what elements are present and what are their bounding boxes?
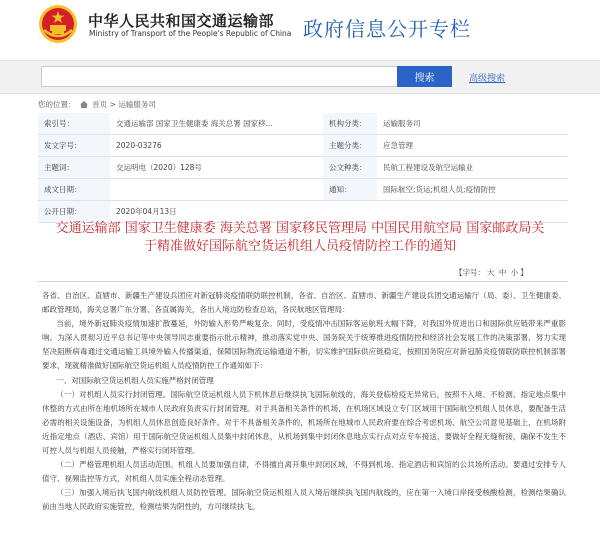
font-size-label: 【字号： xyxy=(455,268,485,277)
meta-label: 公开日期： xyxy=(38,201,110,223)
font-size-large-button[interactable]: 大 xyxy=(487,268,495,277)
title-line: 于精准做好国际航空货运机组人员疫情防控工作的通知 xyxy=(143,239,456,254)
meta-value: 交通运输部 国家卫生健康委 海关总署 国家移... xyxy=(110,113,323,135)
table-row xyxy=(38,135,568,157)
search-button[interactable]: 搜索 xyxy=(397,66,452,87)
meta-label: 发文字号： xyxy=(38,135,110,157)
meta-label: 索引号： xyxy=(38,113,110,135)
home-icon xyxy=(80,101,88,108)
meta-value: 运输服务司 xyxy=(377,113,568,135)
body-paragraph: （三）加强入境后执飞国内航线机组人员防控管理。国际航空货运机组人员入境后继续执飞国内航线的，应在第一入境口岸接受核酸检测，检测结果确认前由当地人民政府实施管控，检测结果为阴性的，方可继续执飞。 xyxy=(42,488,566,512)
search-bar xyxy=(0,60,600,94)
breadcrumb-prefix: 您的位置： xyxy=(38,100,76,109)
meta-value: 2020-03276 xyxy=(110,135,323,157)
font-size-medium-button[interactable]: 中 xyxy=(498,268,507,277)
meta-label: 成文日期： xyxy=(38,179,110,201)
ministry-name-cn: 中华人民共和国交通运输部 xyxy=(88,12,275,30)
document-meta-table xyxy=(38,113,568,223)
meta-label: 机构分类： xyxy=(323,113,377,135)
body-paragraph: （二）严格管理机组人员活动范围。机组人员要加强自律，不得擅自离开集中封闭区域，不得到机场、指定酒店和宾馆的公共场所活动。要通过安排专人值守、视频监控等方式，对机组人员实施全程动态管理。 xyxy=(42,460,566,484)
meta-label: 公文种类： xyxy=(323,157,377,179)
meta-value: 交运明电（2020）128号 xyxy=(110,157,323,179)
site-header xyxy=(0,0,600,60)
meta-label: 主题分类： xyxy=(323,135,377,157)
meta-value: 应急管理 xyxy=(377,135,568,157)
meta-value: 民航工程建设及航空运输业 xyxy=(377,157,568,179)
document-body xyxy=(42,289,566,515)
body-paragraph: 当前，境外新冠肺炎疫情加速扩散蔓延，外防输入形势严峻复杂。同时，受疫情冲击国际客运航班大幅下降，对我国外贸进出口和国际供应链带来严重影响。为深入贯彻习近平总书记等中央领导同志重要指示批示精神，推动落实党中央、国务院关于统筹推进疫情防控和经济社会发展工作的决策部署，努力实现坚决阻断病毒通过交通运输工具境外输入传播渠道，保障国际物流运输通道不断，切实维护国际供应链稳定，按照国务院应对新冠肺炎疫情联防联控机制部署要求，现就精准做好国际航空货运机组人员疫情防控工作通知如下： xyxy=(42,319,566,371)
meta-value xyxy=(110,179,323,201)
breadcrumb-home[interactable]: 首页 xyxy=(92,100,108,109)
body-paragraph: 各省、自治区、直辖市、新疆生产建设兵团应对新冠肺炎疫情联防联控机制，各省、自治区、直辖市、新疆生产建设兵团交通运输厅（局、委）、卫生健康委、邮政管理局，海关总署广东分署、各直属海关，各出入境边防检查总站，各民航地区管理局： xyxy=(42,291,566,315)
meta-label: 主题词： xyxy=(38,157,110,179)
meta-label: 通知： xyxy=(323,179,377,201)
meta-value: 国际航空;货运;机组人员;疫情防控 xyxy=(377,179,568,201)
font-size-end: 】 xyxy=(520,268,528,277)
body-paragraph: 一、对国际航空货运机组人员实施严格封闭管理 xyxy=(56,375,214,385)
advanced-search-link[interactable]: 高级搜索 xyxy=(469,74,506,84)
table-row xyxy=(38,179,568,201)
font-size-control xyxy=(454,267,529,278)
body-paragraph: （一）对机组人员实行封闭管理。国际航空货运机组人员下机休息后继续执飞国际航线的，海关登临检疫无异常后，按照不入境、不检测、指定地点集中休整的方式由所在地机场所在城市人民政府负责实行封闭管理。对于具备相关条件的机场，在机场区域设立专门区域用于国际航空机组人员休息，要配备生活必需的相关设施设备，为机组人员休息创造良好条件。对于不具备相关条件的，机场所在地城市人民政府要在综合考虑机场、航空公司意见基础上，在机场附近指定地点（酒店、宾馆）用于国际航空货运机组人员集中封闭休息，从机场到集中封闭休息地点实行点对点专车接送，要做好全程无缝衔接，确保不发生不可控人员与机组人员接触，严格实行闭环管理。 xyxy=(42,389,566,456)
ministry-name-en: Ministry of Transport of the People's Republic of China xyxy=(89,29,292,38)
breadcrumb-separator: > xyxy=(109,100,116,109)
breadcrumb-current[interactable]: 运输服务司 xyxy=(118,100,156,109)
national-emblem-icon xyxy=(38,4,78,44)
title-line: 交通运输部 国家卫生健康委 海关总署 国家移民管理局 中国民用航空局 国家邮政局关 xyxy=(55,221,545,236)
breadcrumb xyxy=(38,99,156,110)
title-divider xyxy=(38,281,568,282)
search-input[interactable] xyxy=(41,66,399,87)
meta-value: 2020年04月13日 xyxy=(110,201,323,223)
font-size-small-button[interactable]: 小 xyxy=(510,268,519,277)
document-title xyxy=(0,220,600,256)
table-row xyxy=(38,157,568,179)
table-row xyxy=(38,113,568,135)
portal-title: 政府信息公开专栏 xyxy=(303,17,471,41)
